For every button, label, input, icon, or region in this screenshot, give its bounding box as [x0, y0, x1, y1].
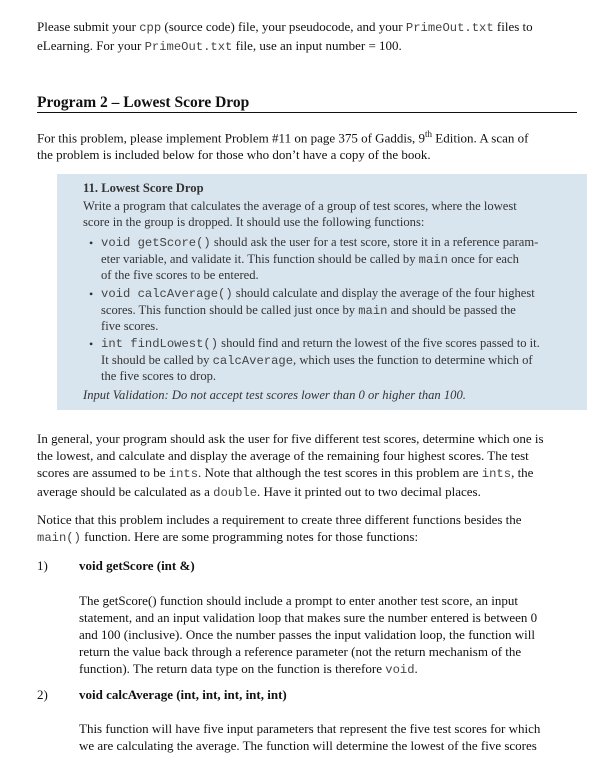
- item-number: 1): [37, 558, 48, 573]
- bullet-icon: •: [89, 236, 94, 250]
- description-line: and 100 (inclusive). Once the number passes the input validation loop, the function will: [79, 627, 535, 642]
- scan-bullet-2-line-3: five scores.: [101, 319, 159, 333]
- scan-title: 11. Lowest Score Drop: [83, 181, 204, 195]
- scan-bullet-3: int findLowest() should find and return the lowest of the five scores passed to it.: [101, 336, 540, 351]
- notice-paragraph: [37, 511, 577, 547]
- problem-line-2: the problem is included below for those who don’t have a copy of the book.: [37, 147, 431, 163]
- general-line: average should be calculated as a double. Have it printed out to two decimal places.: [37, 484, 481, 500]
- description-line: we are calculating the average. The function will determine the lowest of the five scores: [79, 738, 537, 753]
- notice-line: main() function. Here are some programming notes for those functions:: [37, 529, 419, 545]
- notice-line: Notice that this problem includes a requirement to create three different functions besides the: [37, 512, 522, 527]
- item-1-description: [79, 592, 574, 679]
- scan-bullet-1-line-2: eter variable, and validate it. This function should be called by main once for each: [101, 252, 519, 267]
- problem-paragraph: [37, 126, 577, 163]
- description-line: statement, and an input validation loop that makes sure the number entered is between 0: [79, 610, 538, 625]
- heading-rule: [37, 112, 577, 113]
- general-line: In general, your program should ask the user for five different test scores, determine which one is: [37, 431, 544, 446]
- scan-bullet-1: void getScore() should ask the user for a test score, store it in a reference param-: [101, 235, 539, 250]
- intro-line-1: Please submit your cpp (source code) file, your pseudocode, and your PrimeOut.txt files to: [37, 19, 533, 35]
- textbook-scan: [57, 174, 587, 410]
- description-line: function). The return data type on the function is therefore void.: [79, 661, 418, 677]
- item-number: 2): [37, 687, 48, 702]
- scan-bullet-3-line-3: the five scores to drop.: [101, 369, 217, 383]
- general-paragraph: [37, 430, 577, 502]
- general-line: the lowest, and calculate and display the average of the remaining four highest scores. The test: [37, 448, 529, 463]
- scan-bullet-2-line-2: scores. This function should be called just once by main and should be passed the: [101, 303, 516, 318]
- bullet-icon: •: [89, 337, 94, 351]
- scan-bullet-2: void calcAverage() should calculate and display the average of the four highest: [101, 286, 535, 301]
- problem-line-1: For this problem, please implement Problem #11 on page 375 of Gaddis, 9th Edition. A scan of: [37, 129, 529, 146]
- section-heading: Program 2 – Lowest Score Drop: [37, 94, 250, 111]
- description-line: return the value back through a reference parameter (not the return mechanism of the: [79, 644, 522, 659]
- function-signature: void getScore (int &): [79, 558, 195, 573]
- scan-line: score in the group is dropped. It should use the following functions:: [83, 215, 425, 229]
- scan-line: Write a program that calculates the average of a group of test scores, where the lowest: [83, 199, 517, 213]
- intro-line-2: eLearning. For your PrimeOut.txt file, use an input number = 100.: [37, 38, 402, 54]
- general-line: scores are assumed to be ints. Note that although the test scores in this problem are ints, the: [37, 465, 534, 481]
- scan-bullet-1-line-3: of the five scores to be entered.: [101, 268, 259, 282]
- bullet-icon: •: [89, 287, 94, 301]
- item-2-description: [79, 720, 574, 754]
- function-signature: void calcAverage (int, int, int, int, int): [79, 687, 287, 702]
- description-line: The getScore() function should include a prompt to enter another test score, an input: [79, 593, 518, 608]
- scan-bullet-3-line-2: It should be called by calcAverage, which uses the function to determine which of: [101, 353, 533, 368]
- intro-paragraph: [37, 18, 577, 56]
- input-validation: Input Validation: Do not accept test scores lower than 0 or higher than 100.: [83, 388, 466, 402]
- description-line: This function will have five input parameters that represent the five test scores for which: [79, 721, 541, 736]
